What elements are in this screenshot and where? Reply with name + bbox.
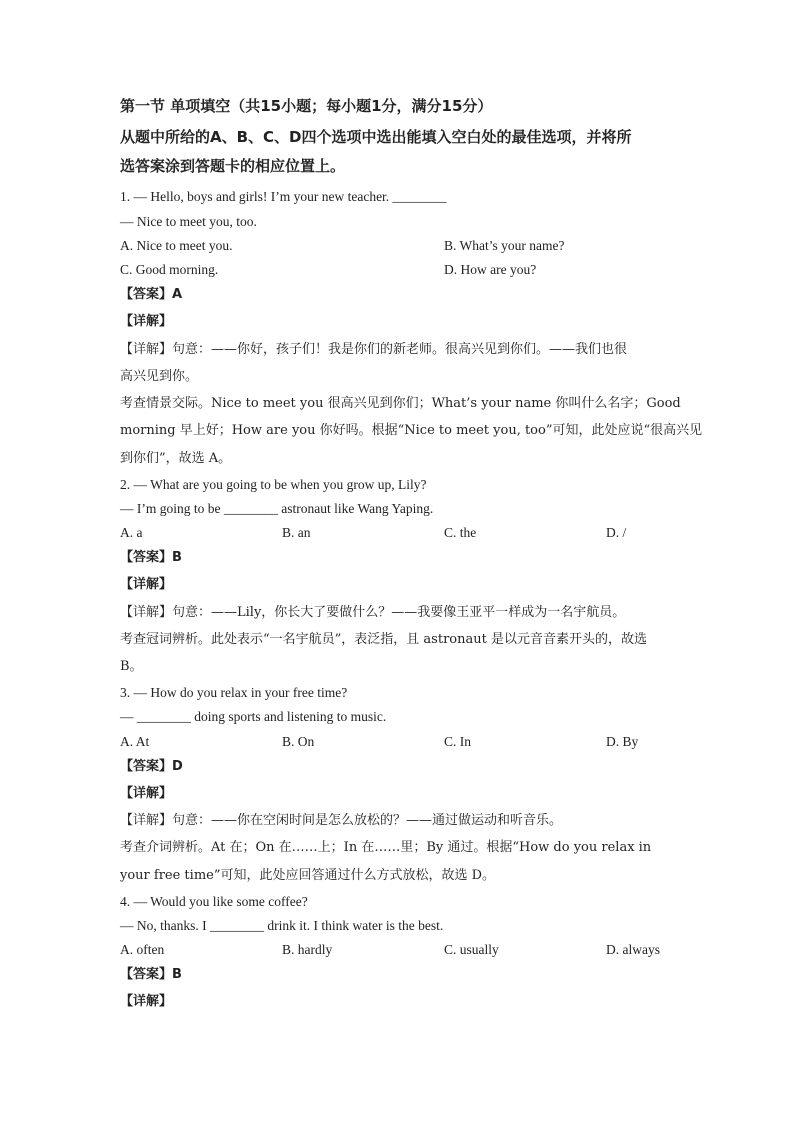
q2-explanation-3: B。 (120, 659, 143, 674)
q1-reply: — Nice to meet you, too. (120, 214, 257, 229)
q4-detail-label: 【详解】 (120, 994, 173, 1009)
q1-option-d: D. How are you? (444, 262, 537, 277)
q2-reply: — I’m going to be ________ astronaut like Wang Yaping. (120, 501, 434, 516)
q3-explanation-1: 【详解】句意：——你在空闲时间是怎么放松的？——通过做运动和听音乐。 (120, 813, 563, 828)
q3-option-c: C. In (444, 734, 471, 749)
q4-reply: — No, thanks. I ________ drink it. I think water is the best. (120, 918, 444, 933)
q1-explanation-2: 高兴见到你。 (120, 369, 199, 384)
q2-explanation-1: 【详解】句意：——Lily，你长大了要做什么？——我要像王亚平一样成为一名宇航员。 (120, 605, 626, 620)
q1-detail-label: 【详解】 (120, 314, 173, 329)
q2-detail-label: 【详解】 (120, 577, 173, 592)
q2-option-b: B. an (282, 525, 311, 540)
instruction-line-1: 从题中所给的A、B、C、D四个选项中选出能填入空白处的最佳选项，并将所 (120, 128, 632, 146)
q3-option-d: D. By (606, 734, 639, 749)
q1-stem: 1. — Hello, boys and girls! I’m your new teacher. ________ (120, 189, 447, 204)
q3-explanation-3: your free time”可知，此处应回答通过什么方式放松，故选 D。 (120, 868, 496, 883)
q3-option-a: A. At (120, 734, 150, 749)
q2-option-c: C. the (444, 525, 477, 540)
q1-explanation-1: 【详解】句意：——你好，孩子们！我是你们的新老师。很高兴见到你们。——我们也很 (120, 342, 628, 357)
q1-explanation-5: 到你们”，故选 A。 (120, 451, 232, 466)
q1-option-c: C. Good morning. (120, 262, 219, 277)
q2-option-d: D. / (606, 525, 627, 540)
q1-option-b: B. What’s your name? (444, 238, 565, 253)
q3-detail-label: 【详解】 (120, 786, 173, 801)
q3-stem: 3. — How do you relax in your free time? (120, 685, 348, 700)
q3-explanation-2: 考查介词辨析。At 在；On 在……上；In 在……里；By 通过。根据“How do you relax in (120, 840, 652, 855)
q3-answer: 【答案】D (120, 759, 183, 774)
q4-answer: 【答案】B (120, 967, 182, 982)
q4-option-b: B. hardly (282, 942, 333, 957)
q4-option-c: C. usually (444, 942, 499, 957)
q2-option-a: A. a (120, 525, 143, 540)
q4-option-d: D. always (606, 942, 660, 957)
q1-explanation-3: 考查情景交际。Nice to meet you 很高兴见到你们；What’s your name 你叫什么名字；Good (120, 396, 681, 411)
q2-stem: 2. — What are you going to be when you grow up, Lily? (120, 477, 427, 492)
q1-explanation-4: morning 早上好；How are you 你好吗。根据“Nice to meet you, too”可知，此处应说“很高兴见 (120, 423, 703, 438)
section-title: 第一节 单项填空（共15小题；每小题1分，满分15分） (120, 97, 493, 115)
q1-answer: 【答案】A (120, 287, 183, 302)
q2-explanation-2: 考查冠词辨析。此处表示“一名宇航员”，表泛指，且 astronaut 是以元音音素开头的，故选 (120, 632, 647, 647)
q2-answer: 【答案】B (120, 550, 182, 565)
instruction-line-2: 选答案涂到答题卡的相应位置上。 (120, 157, 346, 175)
q3-reply: — ________ doing sports and listening to music. (120, 709, 387, 724)
q4-stem: 4. — Would you like some coffee? (120, 894, 308, 909)
q4-option-a: A. often (120, 942, 165, 957)
q3-option-b: B. On (282, 734, 315, 749)
q1-option-a: A. Nice to meet you. (120, 238, 233, 253)
